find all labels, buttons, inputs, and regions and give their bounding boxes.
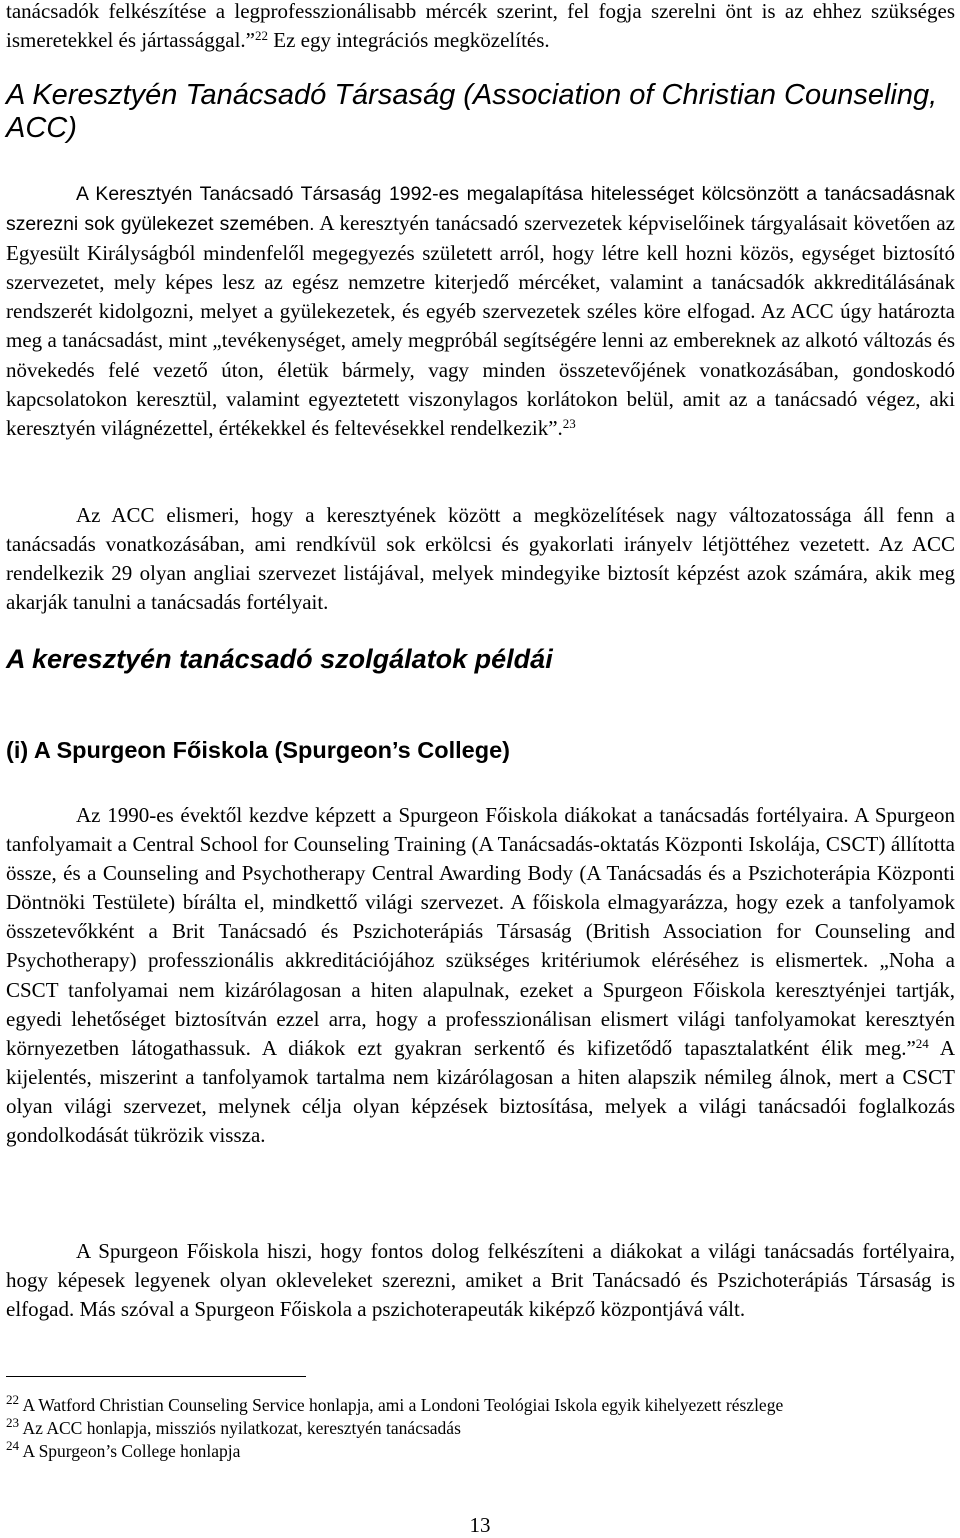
footnote-number: 23 bbox=[6, 1414, 20, 1430]
spurgeon-para1-text-a: Az 1990-es évektől kezdve képzett a Spurgeon Főiskola diákokat a tanácsadás fortélyaira. A Spurgeon tanfolyamait a Central School for Counseling Training (A Tanácsadás-oktatás Központi Iskolája, CSCT) állította össze, és a Counseling and Psychotherapy Central Awarding Body (A Tanácsadás és a Pszichoterápia Központi Döntnöki Testülete) bírálta el, mindkettő világi szervezet. A főiskola elmagyarázza, hogy ezek a tanfolyamok összetevőkként a Brit Tanácsadó és Pszichoterápiás Társaság (British Association for Counseling and Psychotherapy) professzionális akkreditációjához szükséges kritériumok eléréséhez is elismertek. „Noha a CSCT tanfolyamai nem kizárólagosan a hiten alapulnak, ezeket a Spurgeon Főiskola keresztyénjei tartják, egyedi lehetőséget biztosítván ezzel arra, hogy a professzionálisan elismert világi tanfolyamokat keresztyén környezetben látogathassuk. A diákok ezt gyakran serkentő és kifizetődő tapasztalatként élik meg.” bbox=[6, 803, 955, 1060]
intro-text-b: Ez egy integrációs megközelítés. bbox=[268, 28, 550, 53]
footnote-ref-23: 23 bbox=[562, 415, 576, 431]
acc-para1-sans-lead: A Keresztyén Tanácsadó Társaság 1992-es megalapítása hitelességet kölcsönzött a tanácsadásnak szerezni sok gyülekezet szemében. bbox=[6, 183, 955, 236]
acc-paragraph-1 bbox=[6, 179, 955, 443]
acc-heading: A Keresztyén Tanácsadó Társaság (Association of Christian Counseling, ACC) bbox=[6, 79, 938, 144]
footnote-ref-24: 24 bbox=[915, 1035, 929, 1051]
footnote-number: 22 bbox=[6, 1391, 20, 1407]
spurgeon-paragraph-1 bbox=[6, 801, 955, 1150]
spurgeon-subheading: (i) A Spurgeon Főiskola (Spurgeon’s College) bbox=[6, 737, 510, 763]
intro-text-a: tanácsadók felkészítése a legprofesszionálisabb mércék szerint, fel fogja szerelni önt is az ehhez szükséges ismeretekkel és jártassággal.” bbox=[6, 0, 955, 53]
footnote-24 bbox=[6, 1437, 955, 1463]
page-number: 13 bbox=[469, 1513, 491, 1537]
spurgeon-para1-text-b: A kijelentés, miszerint a tanfolyamok tartalma nem kizárólagosan a hiten alapszik némileg álnok, mert a CSCT olyan világi szervezet, melynek célja olyan képzések biztosítása, melyek a világi tanácsadói foglalkozás gondolkodását tükrözik vissza. bbox=[6, 1035, 955, 1148]
footnote-22 bbox=[6, 1391, 955, 1417]
spurgeon-paragraph-2: A Spurgeon Főiskola hiszi, hogy fontos dolog felkészíteni a diákokat a világi tanácsadás fortélyaira, hogy képesek legyenek olyan okleveleket szerezni, amiket a Brit Tanácsadó és Pszichoterápiás Társaság is elfogad. Más szóval a Spurgeon Főiskola a pszichoterapeuták kiképző központjává vált. bbox=[6, 1239, 955, 1322]
intro-continuation-paragraph bbox=[6, 0, 955, 55]
footnote-ref-22: 22 bbox=[254, 27, 268, 43]
footnote-separator bbox=[6, 1376, 306, 1377]
footnote-text: A Spurgeon’s College honlapja bbox=[19, 1441, 241, 1461]
footnote-number: 24 bbox=[6, 1437, 20, 1453]
footnote-23 bbox=[6, 1414, 955, 1440]
examples-heading: A keresztyén tanácsadó szolgálatok példái bbox=[6, 644, 553, 674]
footnote-text: A Watford Christian Counseling Service honlapja, ami a Londoni Teológiai Iskola egyik kihelyezett részlege bbox=[19, 1395, 784, 1415]
acc-para1-text: A keresztyén tanácsadó szervezetek képviselőinek tárgyalásait követően az Egyesült Királyságból mindenfelől megegyezés született arról, hogy létre kell hozni közös, egységet biztosító szervezetet, mely képes lesz az egész nemzetre kiterjedő mércéket, valamint a tanácsadók akkreditálásának rendszerét kidolgozni, melyet a gyülekezetek, és egyéb szervezetek széles köre elfogad. Az ACC úgy határozta meg a tanácsadást, mint „tevékenységet, amely megpróbál segítségére lenni az embereknek az alkotó változás és növekedés felé vezető úton, életük bármely, vagy minden összetevőjének vonatkozásában, gondoskodó kapcsolatokon keresztül, valamint egyeztetett viszonylagos korlátokon belül, amit az a tanácsadó végez, aki keresztyén világnézettel, értékekkel és feltevésekkel rendelkezik”. bbox=[6, 211, 956, 440]
acc-paragraph-2: Az ACC elismeri, hogy a keresztyének között a megközelítések nagy változatossága áll fenn a tanácsadás vonatkozásában, ami rendkívül sok erkölcsi és gyakorlati irányelv létjöttéhez vezetett. Az ACC rendelkezik 29 olyan angliai szervezet listájával, melyek mindegyike biztosít képzést azok számára, akik meg akarják tanulni a tanácsadás fortélyait. bbox=[6, 503, 955, 615]
footnote-text: Az ACC honlapja, missziós nyilatkozat, keresztyén tanácsadás bbox=[19, 1418, 461, 1438]
